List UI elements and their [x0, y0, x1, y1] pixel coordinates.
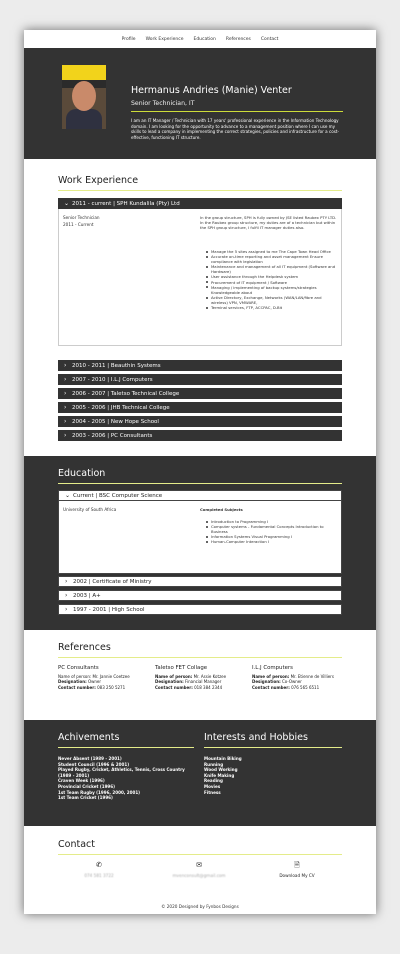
interests-title: Interests and Hobbies: [204, 732, 308, 743]
accordion-label: 2004 - 2005 | New Hope School: [72, 418, 159, 425]
interest-item: Movies: [204, 783, 221, 789]
reference-org: Taletso FET Collage: [155, 665, 208, 671]
nav-work-experience[interactable]: Work Experience: [145, 36, 184, 42]
job-description: In the group structure, SPH is fully owned by JSE listed Raubex PTY LTD. In the Raubex group structure, my duties are of a technician but within the SPH group structure, I fulfil IT manager duties also.: [200, 215, 337, 231]
reference-org: PC Consultants: [58, 665, 99, 671]
interest-item: Running: [204, 761, 224, 767]
chevron-right-icon: ›: [65, 592, 68, 599]
work-accordion-item[interactable]: [58, 402, 342, 413]
reference-person: Mr. Assie Kotzee: [193, 674, 227, 679]
accordion-label: 1997 - 2001 | High School: [73, 606, 145, 613]
education-accordion-item[interactable]: [58, 576, 342, 587]
chevron-right-icon: ›: [64, 404, 67, 411]
accordion-label: 2011 - current | SPH Kundalila (Pty) Ltd: [72, 200, 180, 207]
interests-list: [204, 756, 342, 795]
job-period: 2011 - Current: [63, 222, 94, 227]
duty-item: Manage the 5 sites assigned to me The Cape Town Head Office: [205, 249, 337, 254]
interest-item: Wood Working: [204, 767, 238, 773]
accordion-label: 2010 - 2011 | Beauthin Systems: [72, 362, 161, 369]
chevron-right-icon: ›: [64, 432, 67, 439]
subject-item: Information Systems Visual Programming I: [205, 534, 337, 539]
phone-number: 074 581 3722: [84, 873, 114, 878]
envelope-icon: ✉: [196, 861, 202, 869]
achievement-item: 1st Team Rugby (1996, 2000, 2001): [58, 789, 141, 795]
references-title-rule: [58, 657, 342, 658]
nav-education[interactable]: Education: [193, 36, 216, 42]
work-accordion-item[interactable]: [58, 430, 342, 441]
top-nav: [24, 30, 376, 48]
header-divider: [131, 111, 343, 112]
work-accordion-open[interactable]: [58, 198, 342, 209]
download-cv-label: Download My CV: [279, 873, 315, 878]
reference-designation: Owner: [87, 679, 102, 685]
phone-icon: ✆: [96, 861, 102, 869]
chevron-right-icon: ›: [64, 418, 67, 425]
education-accordion-open[interactable]: [58, 490, 342, 501]
achievement-item: Played Rugby, Cricket, Athletics, Tennis, Cross Country (1989 - 2001): [58, 767, 185, 778]
accordion-label: 2005 - 2006 | JHB Technical College: [72, 404, 170, 411]
email-address: mvenconsult@gmail.com: [172, 873, 226, 878]
reference-org: I.L.J Computers: [252, 665, 293, 671]
chevron-right-icon: ›: [64, 390, 67, 397]
footer-credit: © 2020 Designed by Fynbos Designs: [161, 904, 239, 909]
education-accordion-item[interactable]: [58, 604, 342, 615]
interest-item: Reading: [204, 778, 223, 784]
contact-phone[interactable]: [64, 861, 134, 878]
subject-item: Computer systems - Fundamental Concepts Introduction to Business: [205, 524, 337, 534]
accordion-label: 2003 | A+: [73, 592, 101, 599]
education-title-rule: [58, 483, 342, 484]
job-position: Senior Technician: [63, 215, 100, 220]
subjects-list: [205, 519, 337, 544]
chevron-right-icon: ›: [64, 362, 67, 369]
accordion-label: 2003 - 2006 | PC Consultants: [72, 432, 153, 439]
contact-title: Contact: [58, 839, 95, 850]
accordion-label: Current | BSC Computer Science: [73, 492, 163, 499]
achievements-list: [58, 756, 194, 801]
work-accordion-panel: [58, 209, 342, 346]
duty-item: Active Directory, Exchange, Networks (WAN/LAN/fibre and wireless) VPN, VMWARE,: [205, 295, 337, 305]
achievement-item: 1st Team Cricket (1996): [58, 795, 113, 801]
chevron-down-icon: ⌄: [64, 200, 70, 207]
accordion-label: 2002 | Certificate of Ministry: [73, 578, 152, 585]
job-duties: [205, 249, 337, 310]
reference-contact: 083 250 5271: [97, 684, 126, 690]
document-icon: 🗎: [294, 861, 300, 869]
reference-contact: 076 565 6511: [291, 684, 320, 690]
nav-profile[interactable]: Profile: [121, 36, 136, 42]
reference-card: I.L.J Computers Name of person: Mr. Etienne de Villiers Designation: Co-Owner Contact number: 076 565 6511: [252, 665, 344, 690]
references-title: References: [58, 642, 111, 653]
profile-name: Hermanus Andries (Manie) Venter: [131, 85, 292, 96]
interest-item: Mountain Biking: [204, 756, 242, 761]
work-accordion-item[interactable]: [58, 388, 342, 399]
reference-designation: Financial Manager: [184, 679, 222, 685]
interest-item: Knife Making: [204, 772, 235, 778]
achievements-title-rule: [58, 747, 194, 748]
achievement-item: Student Council (1996 & 2001): [58, 761, 130, 767]
profile-intro: I am an IT Manager / Technician with 17 years' professional experience in the Information Technology domain. I am looking for the opportunity to advance to a management position where I can use my skills to lead a company in implementing the correct strategies, policies and infrastructure for a cost-effective, functioning IT structure.: [131, 118, 339, 140]
reference-contact: 018 384 2344: [194, 684, 223, 690]
subject-item: Human-Computer Interaction I: [205, 539, 337, 544]
work-title-rule: [58, 190, 342, 191]
accordion-label: 2006 - 2007 | Taletso Technical College: [72, 390, 180, 397]
contact-title-rule: [58, 854, 342, 855]
education-accordion-panel: [58, 501, 342, 574]
achievement-item: Craven Week (1996): [58, 778, 105, 784]
duty-item: Accurate on-time reporting and asset management Ensure compliance with legislation: [205, 254, 337, 264]
education-title: Education: [58, 468, 106, 479]
work-accordion-item[interactable]: [58, 360, 342, 371]
work-accordion-item[interactable]: [58, 416, 342, 427]
achievement-item: Never Absent (1989 - 2001): [58, 756, 122, 761]
chevron-down-icon: ⌄: [65, 492, 71, 499]
duty-item: User assistance through the Helpdesk system: [205, 274, 337, 279]
nav-contact[interactable]: Contact: [260, 36, 279, 42]
download-cv-link[interactable]: [262, 861, 332, 878]
achievement-item: Provincial Cricket (1996): [58, 783, 115, 789]
education-accordion-item[interactable]: [58, 590, 342, 601]
accordion-label: 2007 - 2010 | I.L.J Computers: [72, 376, 153, 383]
nav-references[interactable]: References: [225, 36, 251, 42]
chevron-right-icon: ›: [64, 376, 67, 383]
contact-email[interactable]: [164, 861, 234, 878]
resume-page: [24, 30, 376, 914]
subject-item: Introduction to Programming I: [205, 519, 337, 524]
duty-item: Maintenance and management of all IT equipment (Software and Hardware): [205, 264, 337, 274]
profile-role: Senior Technician, IT: [131, 100, 195, 107]
reference-card: Taletso FET Collage Name of person: Mr. Assie Kotzee Designation: Financial Manager Contact number: 018 384 2344: [155, 665, 247, 690]
reference-person: Mr. Etienne de Villiers: [290, 674, 334, 679]
institution: University of South Africa: [63, 507, 117, 512]
reference-designation: Co-Owner: [281, 679, 302, 685]
interest-item: Fitness: [204, 789, 221, 795]
duty-item: Managing / implementing of backup systems/strategies Knowledgeable about: [205, 285, 337, 295]
chevron-right-icon: ›: [65, 606, 68, 613]
profile-photo: [62, 65, 106, 129]
duty-item: Procurement of IT equipment / Software: [205, 280, 337, 285]
profile-header: [24, 48, 376, 159]
reference-card: PC Consultants Name of person: Mr. Jannie Coetzee Designation: Owner Contact number: 083 250 5271: [58, 665, 150, 690]
work-accordion-item[interactable]: [58, 374, 342, 385]
achievements-title: Achivements: [58, 732, 120, 743]
interests-title-rule: [204, 747, 342, 748]
duty-item: Terminal services, FTP, ACCPAC, D-Bit: [205, 305, 337, 310]
chevron-right-icon: ›: [65, 578, 68, 585]
subjects-heading: Completed Subjects: [200, 507, 243, 512]
work-experience-title: Work Experience: [58, 175, 139, 186]
reference-person: Mr. Jannie Coetzee: [92, 674, 130, 679]
